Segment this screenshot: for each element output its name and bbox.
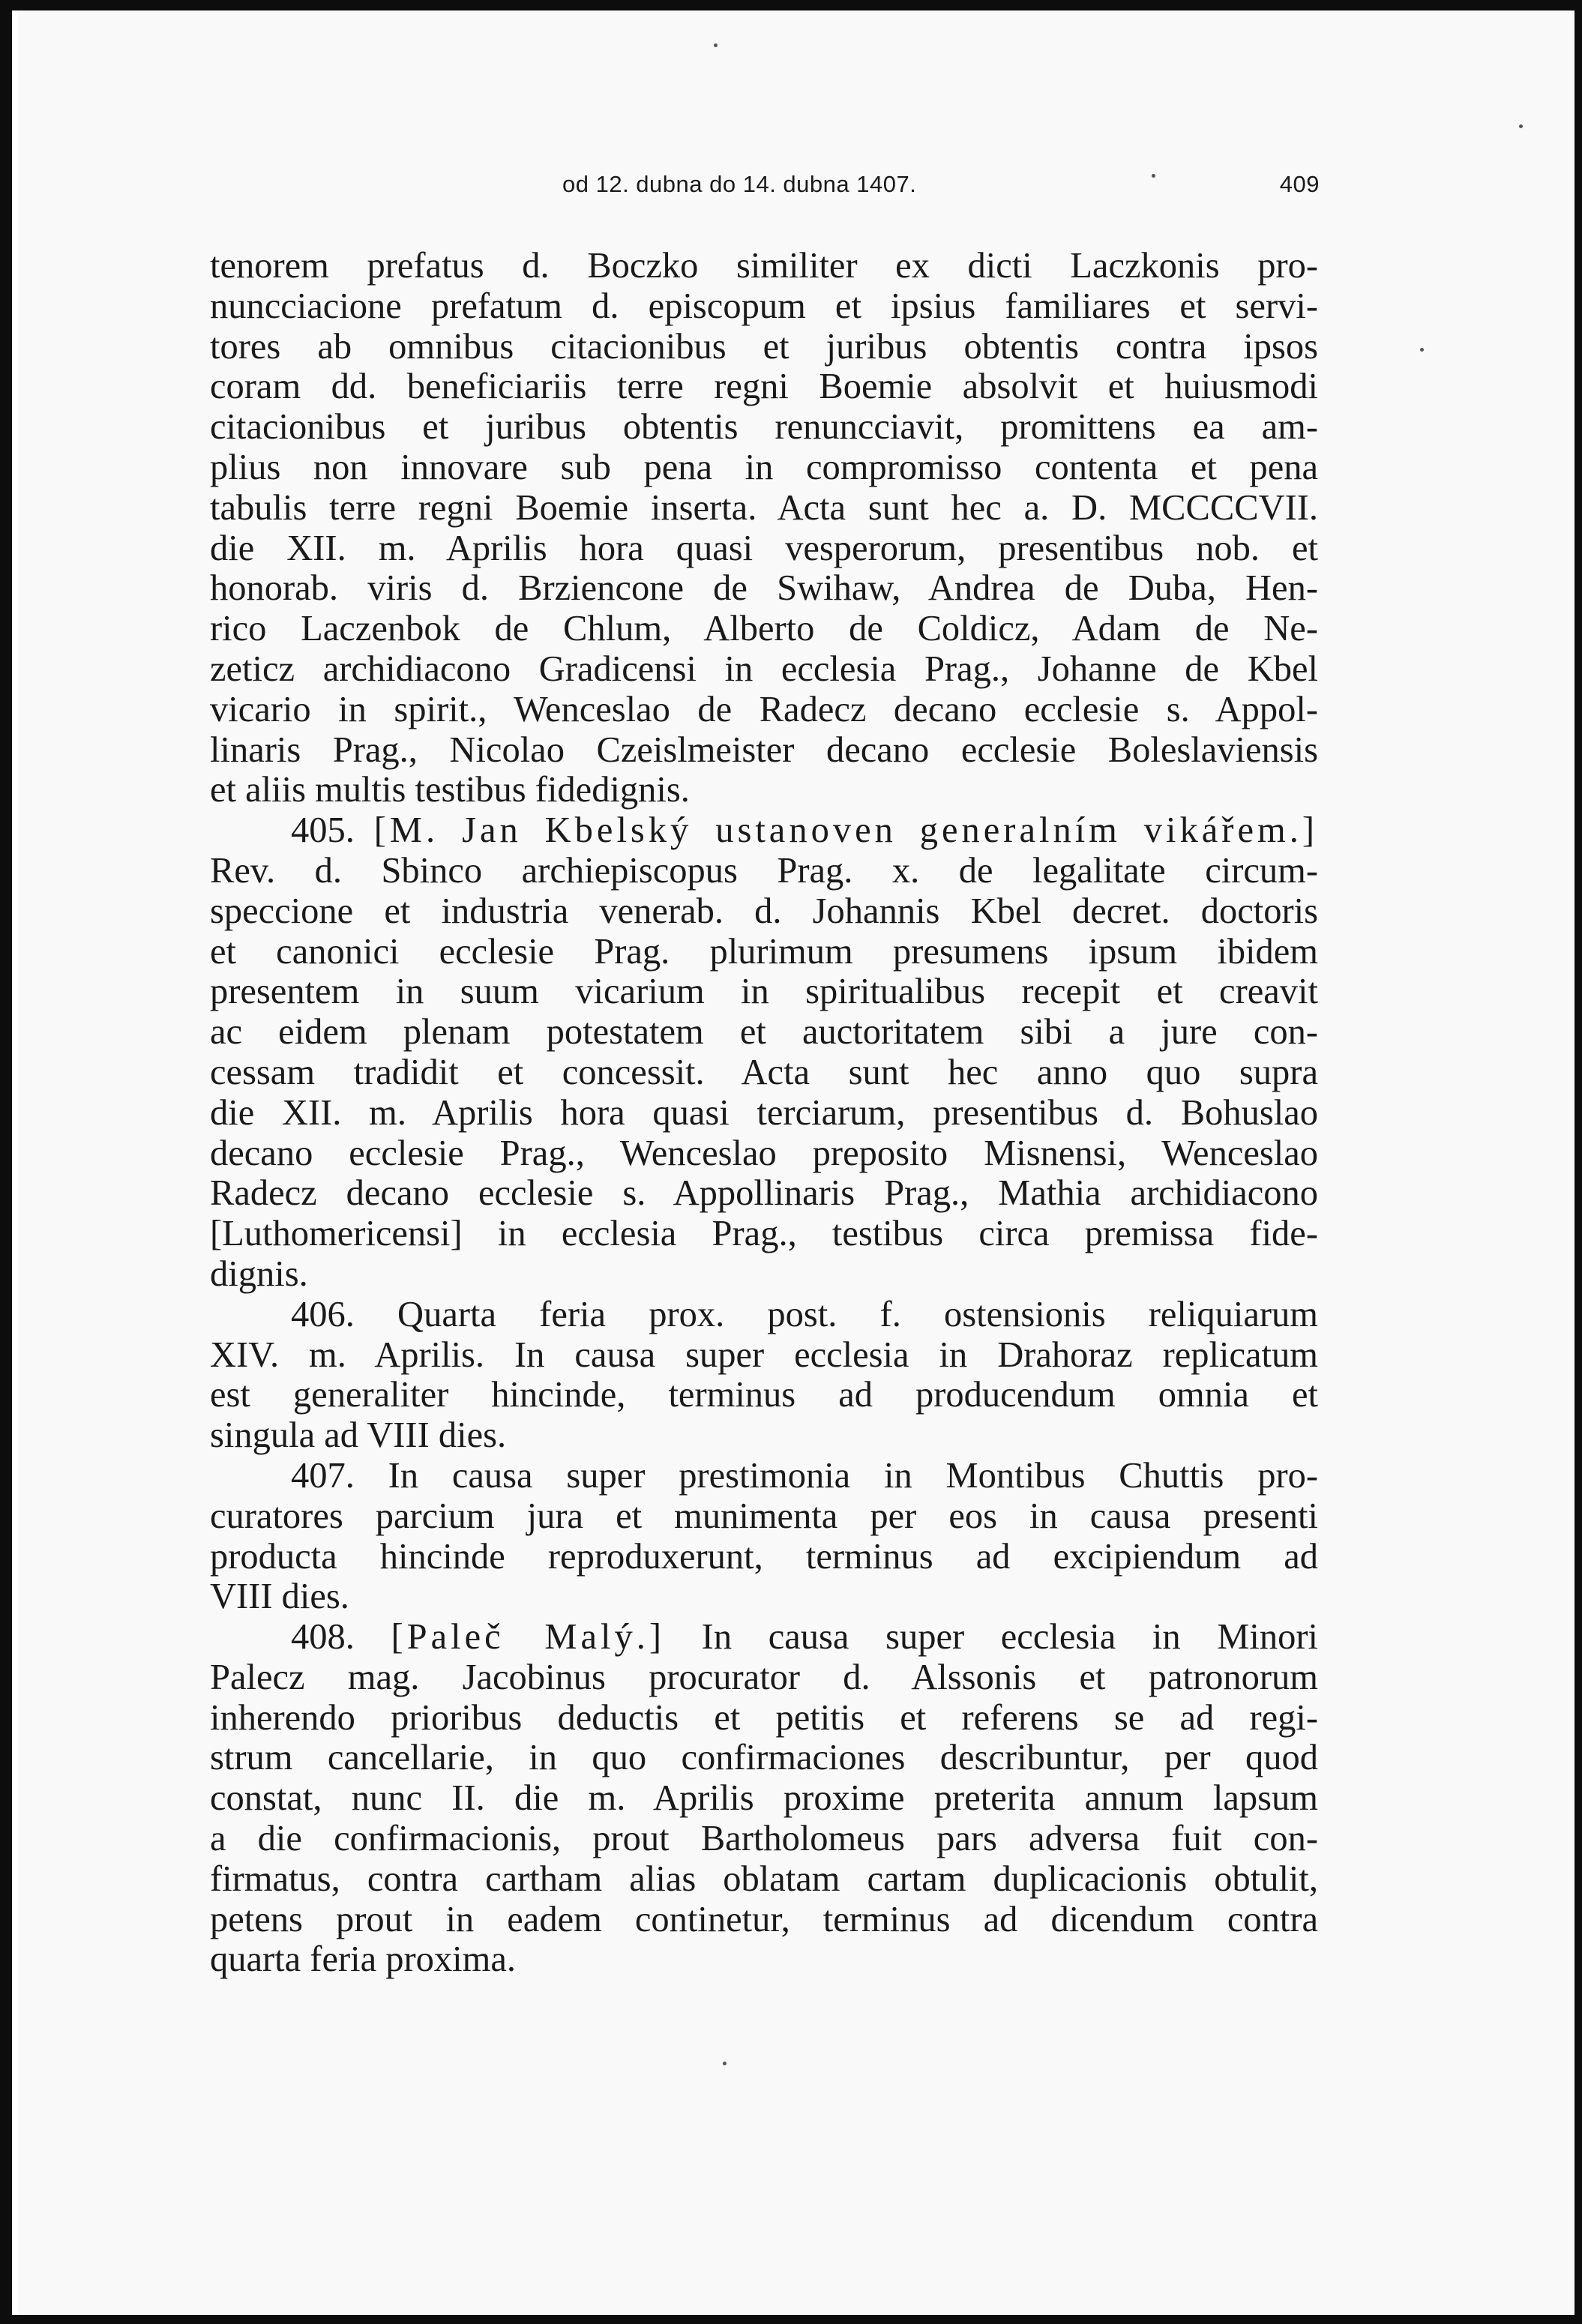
text-line: firmatus, contra cartham alias oblatam cartam duplicacionis obtulit, (210, 1858, 1318, 1899)
text-line: inherendo prioribus deductis et petitis et referens se ad regi- (210, 1697, 1318, 1738)
text-line: strum cancellarie, in quo confirmaciones describuntur, per quod (210, 1738, 1318, 1778)
running-head (210, 171, 1320, 201)
text-line: tenorem prefatus d. Boczko similiter ex dicti Laczkonis pro- (210, 246, 1318, 286)
text-line: speccione et industria venerab. d. Johannis Kbel decret. doctoris (210, 891, 1318, 931)
text-line: plius non innovare sub pena in compromisso contenta et pena (210, 447, 1318, 487)
text-line: XIV. m. Aprilis. In causa super ecclesia in Drahoraz replicatum (210, 1334, 1318, 1375)
text-line: rico Laczenbok de Chlum, Alberto de Coldicz, Adam de Ne- (210, 609, 1318, 649)
text-line: et canonici ecclesie Prag. plurimum presumens ipsum ibidem (210, 931, 1318, 972)
text-line: [Luthomericensi] in ecclesia Prag., testibus circa premissa fide- (210, 1214, 1318, 1254)
scan-speck (1420, 348, 1424, 352)
text-line: constat, nunc II. die m. Aprilis proxime preterita annum lapsum (210, 1778, 1318, 1819)
scan-border-top (0, 0, 1582, 10)
scan-border-right (1575, 0, 1582, 2324)
entry-407-first-line: 407. In causa super prestimonia in Montibus Chuttis pro- (291, 1455, 1318, 1496)
text-line: VIII dies. (210, 1577, 349, 1617)
main-text (210, 246, 1318, 1980)
entry-405-heading (210, 810, 1318, 851)
scan-border-bottom (0, 2315, 1582, 2324)
text-line: singula ad VIII dies. (210, 1415, 507, 1456)
text-line: nuncciacione prefatum d. episcopum et ipsius familiares et servi- (210, 286, 1318, 326)
text-line: cessam tradidit et concessit. Acta sunt hec anno quo supra (210, 1052, 1318, 1092)
text-line: honorab. viris d. Brziencone de Swihaw, Andrea de Duba, Hen- (210, 568, 1318, 609)
text-line: est generaliter hincinde, terminus ad producendum omnia et (210, 1375, 1318, 1415)
entry-number: 408. (291, 1617, 355, 1658)
scan-speck (714, 43, 718, 47)
entry-title: [M. Jan Kbelský ustanoven generalním vikářem.] (373, 810, 1318, 851)
text-line: a die confirmacionis, prout Bartholomeus pars adversa fuit con- (210, 1819, 1318, 1859)
text-line: ac eidem plenam potestatem et auctoritatem sibi a jure con- (210, 1012, 1318, 1053)
scan-speck (723, 2062, 727, 2065)
text-line: decano ecclesie Prag., Wenceslao preposito Misnensi, Wenceslao (210, 1133, 1318, 1173)
scan-border-left (0, 0, 12, 2324)
text-line: die XII. m. Aprilis hora quasi vesperorum, presentibus nob. et (210, 528, 1318, 568)
text-line: coram dd. beneficiariis terre regni Boemie absolvit et huiusmodi (210, 367, 1318, 407)
text-line: die XII. m. Aprilis hora quasi terciarum, presentibus d. Bohuslao (210, 1092, 1318, 1133)
running-title: od 12. dubna do 14. dubna 1407. (562, 171, 917, 197)
text-line: petens prout in eadem continetur, terminus ad dicendum contra (210, 1899, 1318, 1939)
text-line: curatores parcium jura et munimenta per eos in causa presenti (210, 1496, 1318, 1536)
text-line: et aliis multis testibus fidedignis. (210, 770, 690, 810)
text-line: tores ab omnibus citacionibus et juribus obtentis contra ipsos (210, 326, 1318, 367)
text-line: linaris Prag., Nicolao Czeislmeister decano ecclesie Boleslaviensis (210, 729, 1318, 770)
text-line: Palecz mag. Jacobinus procurator d. Alssonis et patronorum (210, 1657, 1318, 1697)
entry-406-first-line: 406. Quarta feria prox. post. f. ostensionis reliquiarum (291, 1294, 1318, 1334)
scan-speck (1519, 124, 1523, 128)
text-line: producta hincinde reproduxerunt, terminus ad excipiendum ad (210, 1536, 1318, 1577)
entry-number: 405. (291, 810, 355, 851)
entry-title: [Paleč Malý.] (391, 1617, 666, 1658)
text-line: zeticz archidiacono Gradicensi in ecclesia Prag., Johanne de Kbel (210, 648, 1318, 689)
text-line: citacionibus et juribus obtentis renuncciavit, promittens ea am- (210, 407, 1318, 448)
text-line: Radecz decano ecclesie s. Appollinaris Prag., Mathia archidiacono (210, 1173, 1318, 1214)
entry-408-heading (210, 1617, 1318, 1658)
text-line: vicario in spirit., Wenceslao de Radecz decano ecclesie s. Appol- (210, 689, 1318, 729)
text-line: presentem in suum vicarium in spiritualibus recepit et creavit (210, 972, 1318, 1012)
text-line: Rev. d. Sbinco archiepiscopus Prag. x. de legalitate circum- (210, 850, 1318, 891)
text-line: dignis. (210, 1253, 308, 1294)
text-line: quarta feria proxima. (210, 1939, 517, 1980)
entry-first-text: In causa super ecclesia in Minori (701, 1617, 1318, 1658)
page-number: 409 (1279, 171, 1320, 197)
text-line: tabulis terre regni Boemie inserta. Acta sunt hec a. D. MCCCCVII. (210, 487, 1318, 528)
